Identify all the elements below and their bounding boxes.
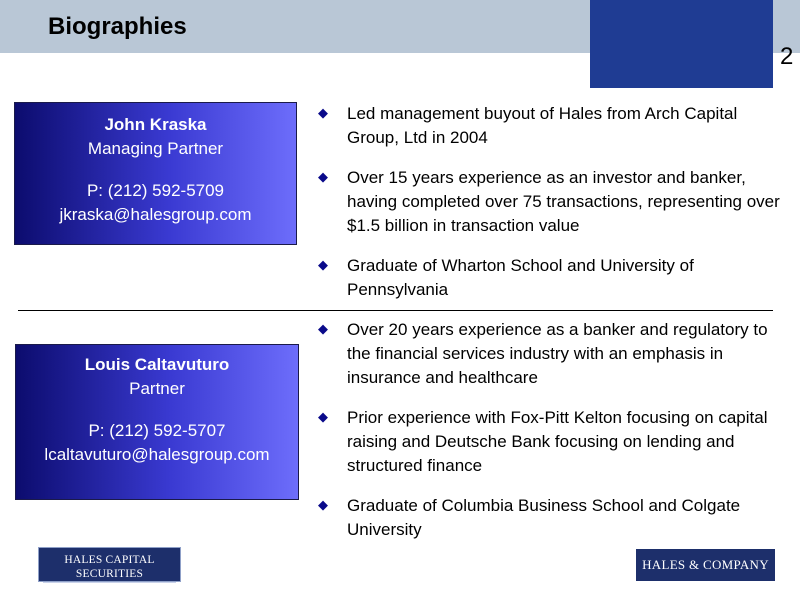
person-phone: P: (212) 592-5709 [86,181,225,200]
person-name: Louis Caltavuturo [84,355,230,374]
bio-card-john-kraska [14,102,297,245]
bio-bullet [318,406,788,478]
page-title: Biographies [48,13,187,40]
person-role: Managing Partner [87,139,224,158]
section-divider [18,310,773,311]
diamond-bullet-icon: ◆ [318,257,328,272]
bio-bullet [318,494,788,542]
person-phone: P: (212) 592-5707 [88,421,226,440]
hales-capital-securities-logo [38,547,181,594]
page-number: 2 [780,43,794,70]
hales-and-company-logo: HALES & COMPANY [636,549,775,581]
bio-bullets-john-kraska [318,102,788,318]
bio-bullet [318,102,788,150]
bio-bullet-text: Over 15 years experience as an investor and banker, having completed over 75 transactions, representing over $1.5 billion in transaction value [347,168,780,235]
person-role: Partner [129,379,185,398]
diamond-bullet-icon: ◆ [318,497,328,512]
bio-bullet-text: Graduate of Columbia Business School and Colgate University [347,496,741,539]
bio-bullet [318,254,788,302]
corner-accent-block [590,0,773,88]
diamond-bullet-icon: ◆ [318,169,328,184]
diamond-bullet-icon: ◆ [318,409,328,424]
person-email[interactable]: lcaltavuturo@halesgroup.com [44,445,270,464]
logo-text-secondary: MEMBER FINRA/SIPC [52,585,167,594]
bio-bullet [318,318,788,390]
diamond-bullet-icon: ◆ [318,105,328,120]
bio-bullets-louis-caltavuturo [318,318,788,558]
bio-bullet-text: Graduate of Wharton School and University of Pennsylvania [347,256,694,299]
person-email[interactable]: jkraska@halesgroup.com [59,205,252,224]
diamond-bullet-icon: ◆ [318,321,328,336]
bio-card-louis-caltavuturo [15,344,299,500]
bio-bullet-text: Over 20 years experience as a banker and regulatory to the financial services industry with an emphasis in insurance and healthcare [347,320,768,387]
logo-text-primary: HALES CAPITAL SECURITIES [43,553,176,583]
bio-bullet [318,166,788,238]
bio-bullet-text: Prior experience with Fox-Pitt Kelton focusing on capital raising and Deutsche Bank focusing on lending and structured finance [347,408,768,475]
bio-bullet-text: Led management buyout of Hales from Arch Capital Group, Ltd in 2004 [347,104,738,147]
person-name: John Kraska [104,115,207,134]
